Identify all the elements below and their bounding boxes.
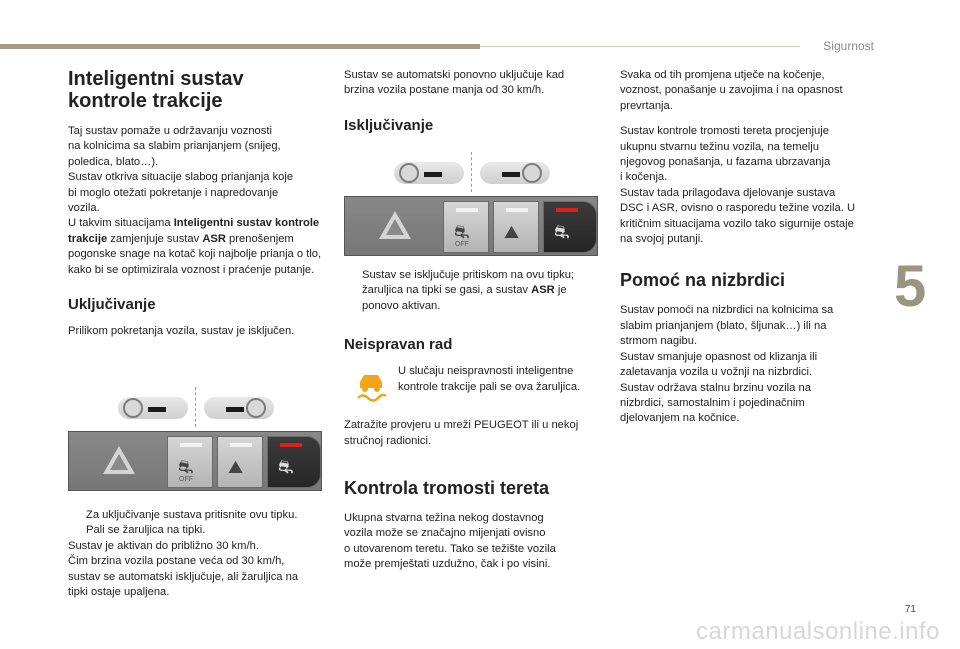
steering-wheel-icon [246,398,266,418]
hill-descent-icon: ⛰ [504,222,520,242]
body-line: Sustav je aktivan do približno 30 km/h. [68,539,259,552]
asr-term: ASR [202,232,226,245]
off-label: OFF [455,241,469,248]
hill-descent-icon: ⛰ [228,457,244,477]
service-text: Zatražite provjeru u mreži PEUGEOT ili u nekoj stručnoj radionici. [344,419,579,447]
chapter-number: 5 [894,254,927,319]
watermark: carmanualsonline.info [696,618,940,645]
body-line: DSC i ASR, ovisno o rasporedu težine vozila. U [620,202,856,215]
steering-wheel-icon [399,163,419,183]
grip-control-button[interactable] [543,201,597,253]
body-line: Sustav tada prilagođava djelovanje sustava [620,186,836,199]
bullet-line: Za uključivanje sustava pritisnite ovu tipku. [86,509,298,521]
intro-line: poledica, blato…). [68,155,159,168]
body-line: Sustav pomoći na nizbrdici na kolnicima sa [620,304,834,317]
indicator-light-on [556,208,578,212]
esc-off-button[interactable] [443,201,489,253]
body-line: nizbrdici, samostalnim i pojedinačnim [620,396,805,409]
indicator-light [506,208,528,212]
column-1-bottom [68,508,324,600]
heading-load-control: Kontrola tromosti tereta [344,478,550,499]
body-line: Sustav se automatski ponovno uključuje kad [344,69,565,81]
traction-warning-light-icon [354,368,388,402]
intro-line: bi moglo otežati pokretanje i napredovanje [68,186,279,199]
traction-icon: ⛐ [554,222,570,242]
body-line: strmom nagibu. [620,335,698,348]
body-line: Sustav smanjuje opasnost od klizanja ili [620,350,818,363]
paragraph [620,68,878,114]
button-panel-figure-on [68,385,322,497]
body-line: djelovanjem na kočnice. [620,412,740,425]
body-line: kritičnim situacijama vozilo tako sigurnije ostaje [620,217,854,230]
asr-term: ASR [531,284,555,297]
body-line: Svaka od tih promjena utječe na kočenje, [620,69,825,81]
heading-malfunction: Neispravan rad [344,336,453,354]
malfunction-text: U slučaju neispravnosti inteligentne kontrole trakcije pali se ova žaruljica. [398,365,581,393]
body-line: Sustav kontrole tromosti tereta procjenjuje [620,125,829,138]
body-line: o utovarenom teretu. Tako se težište vozila [344,542,556,555]
button-panel-figure-off [344,150,598,262]
dashed-divider [195,387,196,427]
indicator-light [456,208,478,212]
intro-line: vozila. [68,202,100,215]
body-line: brzina vozila postane manja od 30 km/h. [344,84,545,97]
switch-panel [344,196,598,256]
bullet-line: Pali se žaruljica na tipki. [86,524,206,537]
lever-icon [226,407,244,412]
instruction-bullet [68,508,324,539]
steering-wheel-icon [123,398,143,418]
steering-wheel-icon [522,163,542,183]
body-line: Sustav održava stalnu brzinu vozila na [620,381,811,394]
intro-line: na kolnicima sa slabim prianjanjem (snijeg, [68,140,281,153]
hill-descent-button[interactable] [493,201,539,253]
activation-text: Prilikom pokretanja vozila, sustav je isključen. [68,325,295,338]
system-name: Inteligentni sustav kontrole trakcije [68,217,320,245]
indicator-light-on [280,443,302,447]
intro-text: prenošenjem pogonske snage na kotač koji najbolje prianja o tlo, kako bi se optimizirala voznost i praćenje putanje. [68,232,322,276]
malfunction-block [344,364,600,404]
body-line: voznost, ponašanje u zavojima i na opasnost [620,84,843,97]
off-label: OFF [179,476,193,483]
body-line: tipki ostaje upaljena. [68,586,170,599]
indicator-light [180,443,202,447]
body-line: prevrtanja. [620,99,673,112]
intro-line: Sustav otkriva situacije slabog prianjanja koje [68,171,294,184]
body-line: na svojoj putanji. [620,233,704,246]
grip-control-button[interactable] [267,436,321,488]
lever-icon [424,172,442,177]
body-line: ukupnu stvarnu težinu vozila, na temelju [620,140,820,153]
column-2-top [344,68,600,145]
skid-car-icon: ⛐ [178,457,194,477]
body-line: Ukupna stvarna težina nekog dostavnog [344,512,544,525]
lever-icon [502,172,520,177]
intro-line: Taj sustav pomaže u održavanju voznosti [68,125,272,137]
lever-icon [148,407,166,412]
dashed-divider [471,152,472,192]
hazard-warning-icon [379,211,411,239]
body-line: Čim brzina vozila postane veća od 30 km/h, [68,555,285,568]
body-line: vozila može se značajno mijenjati ovisno [344,527,546,540]
heading-activation: Uključivanje [68,296,156,314]
traction-icon: ⛐ [278,457,294,477]
heading-deactivation: Isključivanje [344,116,434,134]
page-title: Inteligentni sustav kontrole trakcije [68,68,244,112]
esc-off-button[interactable] [167,436,213,488]
column-3 [620,68,878,437]
section-name: Sigurnost [823,39,874,53]
intro-text: zamjenjuje sustav [107,232,203,245]
hazard-warning-icon [103,446,135,474]
column-2-body [344,268,600,573]
instruction-bullet [344,268,600,314]
paragraph [620,303,878,426]
body-line: njegovog ponašanja, u fazama ubrzavanja [620,156,831,169]
body-line: i kočenja. [620,171,668,184]
header-rule [480,46,800,47]
bullet-text: Sustav se isključuje pritiskom na ovu tipku; žaruljica na tipki se gasi, a sustav [362,269,575,297]
switch-panel [68,431,322,491]
hill-descent-button[interactable] [217,436,263,488]
bullet-text: je ponovo aktivan. [362,284,567,312]
header-accent-bar [0,44,480,49]
body-line: zaletavanja vozila u vožnji na nizbrdici. [620,366,813,379]
body-line: sustav se automatski isključuje, ali žaruljica na [68,570,299,583]
indicator-light [230,443,252,447]
paragraph [620,124,878,247]
body-line: slabim prianjanjem (blato, šljunak…) ili na [620,319,827,332]
page-number: 71 [904,604,916,615]
heading-hill-descent: Pomoć na nizbrdici [620,270,786,291]
intro-paragraph [68,124,324,278]
intro-text: U takvim situacijama [68,217,174,230]
skid-car-icon: ⛐ [454,222,470,242]
column-1 [68,68,324,349]
body-line: može premještati uzdužno, čak i po visini. [344,558,551,571]
